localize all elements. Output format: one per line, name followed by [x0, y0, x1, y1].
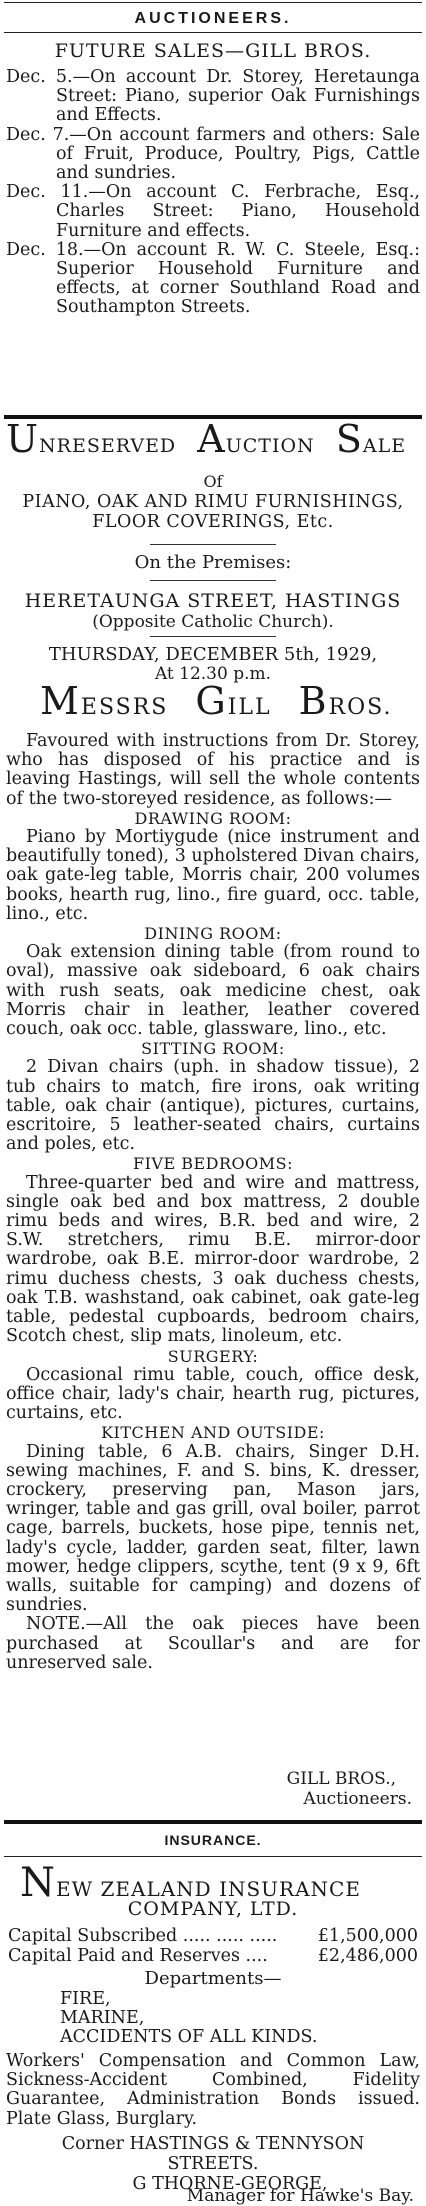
capital-subscribed-row [8, 1926, 418, 1946]
signature-role: Auctioneers. [303, 1789, 412, 1809]
department-item: FIRE, [60, 1989, 111, 2009]
departments-label: Departments— [144, 1968, 282, 1989]
company-name-line2: COMPANY, LTD. [127, 1898, 299, 1920]
firm-name [40, 679, 420, 723]
capital-paid-label: Capital Paid and Reserves .... [8, 1946, 268, 1966]
room-heading: SURGERY: [167, 1346, 259, 1366]
room-contents: Three-quarter bed and wire and mattress, single oak bed and box mattress, 2 double rimu beds and wires, B.R. bed and wire, 2 S.W. stretchers, rimu B.E. mirror-door wardrobe, oak B.E. mirror-door wardrobe, 2 rimu duchess chests, 3 oak duchess chests, oak T.B. washstand, oak cabinet, oak gate-leg table, pedestal cupboards, bedroom chairs, Scotch chest, slip mats, linoleum, etc. [6, 1172, 420, 1347]
capital-subscribed-label: Capital Subscribed ..... ..... ..... [8, 1926, 278, 1946]
room-heading: DRAWING ROOM: [134, 808, 292, 828]
sale-date: THURSDAY, DECEMBER 5th, 1929, [48, 644, 378, 665]
title-initial: U [6, 417, 40, 461]
short-divider [150, 544, 276, 545]
firm-part: ILL [227, 695, 272, 720]
short-divider [150, 636, 276, 637]
divider [4, 32, 422, 33]
short-divider [150, 580, 276, 581]
firm-initial: G [195, 679, 228, 723]
sale-item: Dec. 5.—On account Dr. Storey, Heretaunga Street: Piano, superior Oak Furnishings and Effects. [6, 67, 420, 126]
auction-body [6, 732, 420, 1673]
company-initial: N [20, 1860, 56, 1906]
title-part: NRESERVED [39, 435, 177, 457]
sale-item: Dec. 11.—On account C. Ferbrache, Esq., Charles Street: Piano, Household Furniture and effects. [6, 182, 420, 241]
room-heading: SITTING ROOM: [141, 1039, 285, 1059]
on-premises: On the Premises: [134, 552, 292, 573]
firm-initial: M [40, 679, 81, 723]
room-contents: Dining table, 6 A.B. chairs, Singer D.H. sewing machines, F. and S. bins, K. dresser, crockery, preserving pan, Mason jars, wringer, table and gas grill, oval boiler, parrot cage, barrels, buckets, hose pipe, tennis net, lady's cycle, ladder, garden seat, filter, lawn mower, hedge clippers, scythe, tent (9 x 9, 6ft walls, suitable for camping) and dozens of sundries. [6, 1441, 420, 1616]
title-initial: A [197, 417, 226, 461]
room-heading: DINING ROOM: [144, 924, 282, 944]
top-rule [4, 2, 422, 3]
room-contents: Oak extension dining table (from round to oval), massive oak sideboard, 6 oak chairs with rush seats, oak medicine chest, oak Morris chair in leather, leather covered couch, oak occ. table, glassware, lino., etc. [6, 942, 420, 1040]
department-item: MARINE, [60, 2008, 145, 2028]
firm-initial: B [298, 679, 329, 723]
department-item: ACCIDENTS OF ALL KINDS. [60, 2027, 318, 2047]
sale-item: Dec. 18.—On account R. W. C. Steele, Esq.: Superior Household Furniture and effects, at corner Southland Road and Southampton Streets. [6, 239, 420, 318]
departments-list [60, 1990, 317, 2047]
capital-paid-value: £2,486,000 [317, 1946, 418, 1966]
corner-line: Corner HASTINGS & TENNYSON [61, 2134, 365, 2154]
sale-time: At 12.30 p.m. [154, 664, 272, 684]
title-initial: S [335, 417, 363, 461]
title-part: ALE [362, 435, 407, 457]
of-line: Of [203, 472, 223, 491]
address-note: (Opposite Catholic Church). [92, 612, 334, 632]
note-paragraph: NOTE.—All the oak pieces have been purchased at Scoullar's and are for unreserved sale. [6, 1614, 420, 1673]
insurance-heading: INSURANCE. [164, 1832, 262, 1848]
thick-divider [4, 1820, 422, 1824]
manager-name: G THORNE-GEORGE, [132, 2174, 328, 2194]
signature-firm: GILL BROS., [286, 1769, 396, 1789]
sales-list [6, 68, 420, 318]
auction-title [6, 417, 420, 470]
intro-paragraph: Favoured with instructions from Dr. Storey, who has disposed of his practice and is leaving Hastings, will sell the whole contents of the two-storeyed residence, as follows:— [6, 731, 420, 809]
company-name [20, 1860, 420, 1906]
workers-paragraph: Workers' Compensation and Common Law, Sickness-Accident Combined, Fidelity Guarantee, Administration Bonds issued. Plate Glass, Burglary. [6, 2051, 420, 2129]
auctioneers-heading: AUCTIONEERS. [134, 10, 292, 27]
streets-line: STREETS. [167, 2154, 259, 2174]
capital-subscribed-value: £1,500,000 [317, 1926, 418, 1946]
room-contents: Occasional rimu table, couch, office desk, office chair, lady's chair, hearth rug, pictures, curtains, etc. [6, 1364, 420, 1424]
sale-item: Dec. 7.—On account farmers and others: Sale of Fruit, Produce, Poultry, Pigs, Cattle and sundries. [6, 124, 420, 184]
room-heading: KITCHEN AND OUTSIDE: [101, 1423, 325, 1443]
room-contents: 2 Divan chairs (uph. in shadow tissue), 2 tub chairs to match, fire irons, oak writing table, oak chair (antique), pictures, curtains, escritoire, 5 leather-seated chairs, curtains and poles, etc. [6, 1057, 420, 1155]
address: HERETAUNGA STREET, HASTINGS [24, 590, 402, 612]
firm-part: ESSRS [80, 695, 169, 720]
manager-title: Manager for Hawke's Bay. [186, 2186, 414, 2206]
future-sales-title: FUTURE SALES—GILL BROS. [54, 40, 372, 62]
divider [4, 1856, 422, 1857]
title-part: UCTION [225, 435, 315, 457]
room-contents: Piano by Mortiygude (nice instrument and beautifully toned), 3 upholstered Divan chairs, oak gate-leg table, Morris chair, 200 volumes books, hearth rug, lino., fire guard, occ. table, lino., etc. [6, 827, 420, 924]
room-heading: FIVE BEDROOMS: [132, 1154, 294, 1174]
goods-line: PIANO, OAK AND RIMU FURNISHINGS, FLOOR COVERINGS, Etc. [22, 492, 404, 532]
company-name-rest: EW ZEALAND INSURANCE [56, 1877, 361, 1901]
firm-part: ROS. [328, 695, 393, 720]
capital-paid-row [8, 1946, 418, 1966]
